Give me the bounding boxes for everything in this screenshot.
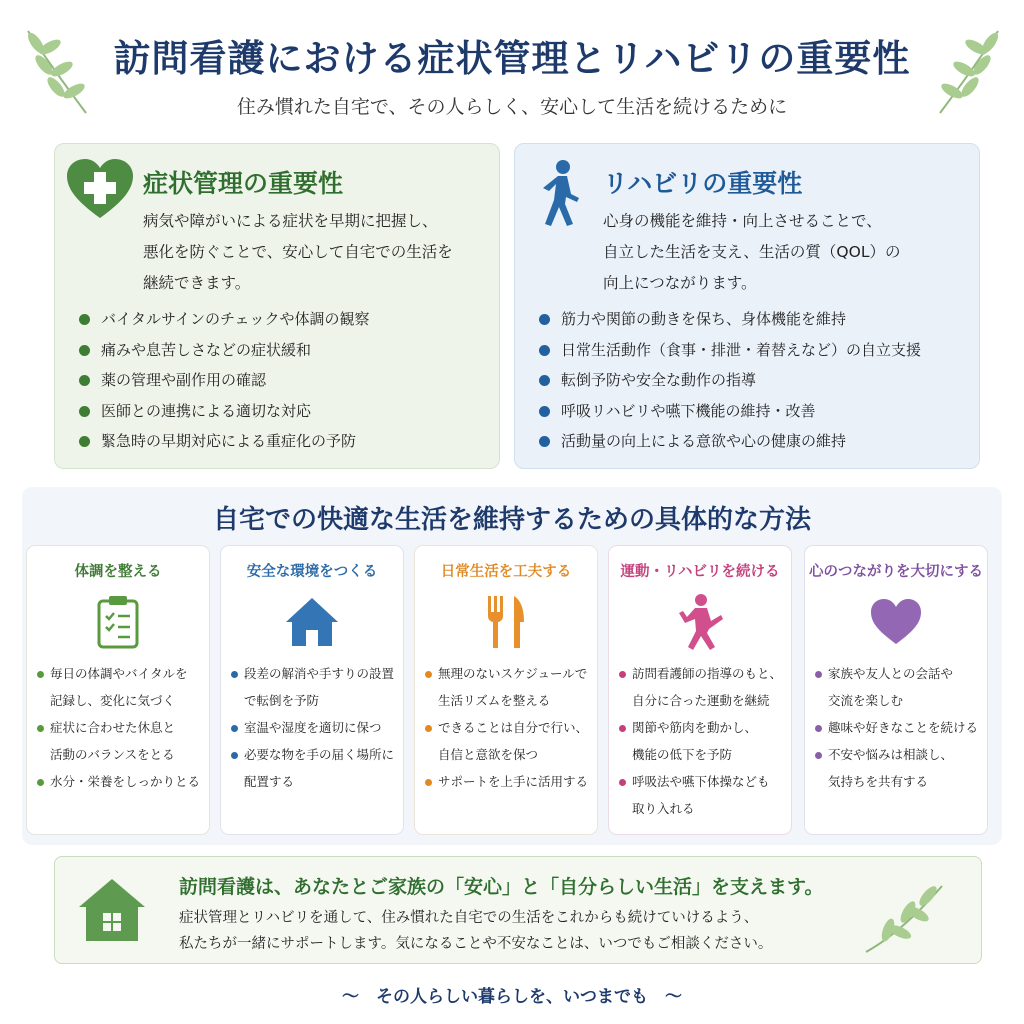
header xyxy=(0,0,1024,135)
rehab-card-title: リハビリの重要性 xyxy=(603,169,803,198)
symptom-management-card xyxy=(54,143,500,469)
method-card-list xyxy=(619,660,787,822)
leaf-sprig-icon xyxy=(862,882,946,956)
list-item: 家族や友人との会話や 交流を楽しむ xyxy=(815,660,983,714)
list-item: 薬の管理や副作用の確認 xyxy=(79,368,370,399)
list-item: 関節や筋肉を動かし、 機能の低下を予防 xyxy=(619,714,787,768)
list-item: できることは自分で行い、 自信と意欲を保つ xyxy=(425,714,593,768)
list-item: 転倒予防や安全な動作の指導 xyxy=(539,368,921,399)
list-item: 痛みや息苦しさなどの症状緩和 xyxy=(79,338,370,369)
rehab-card-list xyxy=(539,307,921,460)
footer-tagline: 〜 その人らしい暮らしを、いつまでも 〜 xyxy=(342,987,682,1007)
banner-text: 症状管理とリハビリを通して、住み慣れた自宅での生活をこれからも続けていけるよう、 私たちが一緒にサポートします。気になることや不安なことは、いつでもご相談ください。 xyxy=(179,910,773,952)
house-icon xyxy=(284,596,340,648)
method-card-daily-life xyxy=(414,545,598,835)
method-card-exercise xyxy=(608,545,792,835)
list-item: 不安や悩みは相談し、 気持ちを共有する xyxy=(815,741,983,795)
method-card-list xyxy=(815,660,983,795)
symptom-card-title: 症状管理の重要性 xyxy=(143,169,344,198)
home-icon xyxy=(77,877,147,943)
method-card-title: 運動・リハビリを続ける xyxy=(620,564,780,580)
list-item: バイタルサインのチェックや体調の観察 xyxy=(79,307,370,338)
method-card-title: 日常生活を工夫する xyxy=(440,564,572,580)
method-card-title: 体調を整える xyxy=(74,564,162,580)
method-card-title: 心のつながりを大切にする xyxy=(809,564,983,580)
list-item: サポートを上手に活用する xyxy=(425,768,593,795)
list-item: 室温や湿度を適切に保つ xyxy=(231,714,399,741)
list-item: 毎日の体調やバイタルを 記録し、変化に気づく xyxy=(37,660,205,714)
methods-section xyxy=(22,487,1002,845)
leaf-sprig-icon xyxy=(936,25,1006,117)
banner-title: 訪問看護は、あなたとご家族の「安心」と「自分らしい生活」を支えます。 xyxy=(179,876,824,898)
walking-person-icon xyxy=(525,158,595,228)
list-item: 必要な物を手の届く場所に 配置する xyxy=(231,741,399,795)
list-item: 訪問看護師の指導のもと、 自分に合った運動を継続 xyxy=(619,660,787,714)
method-card-list xyxy=(425,660,593,795)
page-subtitle: 住み慣れた自宅で、その人らしく、安心して生活を続けるために xyxy=(236,96,788,118)
method-card-title: 安全な環境をつくる xyxy=(246,564,378,580)
rehab-card-description: 心身の機能を維持・向上させることで、 自立した生活を支え、生活の質（QOL）の 向上につながります。 xyxy=(603,212,901,292)
list-item: 医師との連携による適切な対応 xyxy=(79,399,370,430)
list-item: 活動量の向上による意欲や心の健康の維持 xyxy=(539,429,921,460)
list-item: 筋力や関節の動きを保ち、身体機能を維持 xyxy=(539,307,921,338)
rehab-card xyxy=(514,143,980,469)
list-item: 日常生活動作（食事・排泄・着替えなど）の自立支援 xyxy=(539,338,921,369)
list-item: 段差の解消や手すりの設置 で転倒を予防 xyxy=(231,660,399,714)
heart-icon xyxy=(869,598,923,646)
list-item: 無理のないスケジュールで 生活リズムを整える xyxy=(425,660,593,714)
support-banner xyxy=(54,856,982,964)
method-card-list xyxy=(231,660,399,795)
symptom-card-list xyxy=(79,307,370,460)
list-item: 症状に合わせた休息と 活動のバランスをとる xyxy=(37,714,205,768)
clipboard-checklist-icon xyxy=(96,594,140,650)
heart-cross-icon xyxy=(65,158,135,220)
exercising-person-icon xyxy=(675,593,725,651)
list-item: 呼吸リハビリや嚥下機能の維持・改善 xyxy=(539,399,921,430)
page-title: 訪問看護における症状管理とリハビリの重要性 xyxy=(113,37,911,80)
list-item: 緊急時の早期対応による重症化の予防 xyxy=(79,429,370,460)
methods-title: 自宅での快適な生活を維持するための具体的な方法 xyxy=(212,505,811,535)
method-card-health xyxy=(26,545,210,835)
list-item: 趣味や好きなことを続ける xyxy=(815,714,983,741)
list-item: 水分・栄養をしっかりとる xyxy=(37,768,205,795)
method-card-connections xyxy=(804,545,988,835)
method-card-environment xyxy=(220,545,404,835)
method-card-list xyxy=(37,660,205,795)
symptom-card-description: 病気や障がいによる症状を早期に把握し、 悪化を防ぐことで、安心して自宅での生活を 継続できます。 xyxy=(143,212,453,292)
list-item: 呼吸法や嚥下体操なども 取り入れる xyxy=(619,768,787,822)
fork-knife-icon xyxy=(484,594,528,650)
